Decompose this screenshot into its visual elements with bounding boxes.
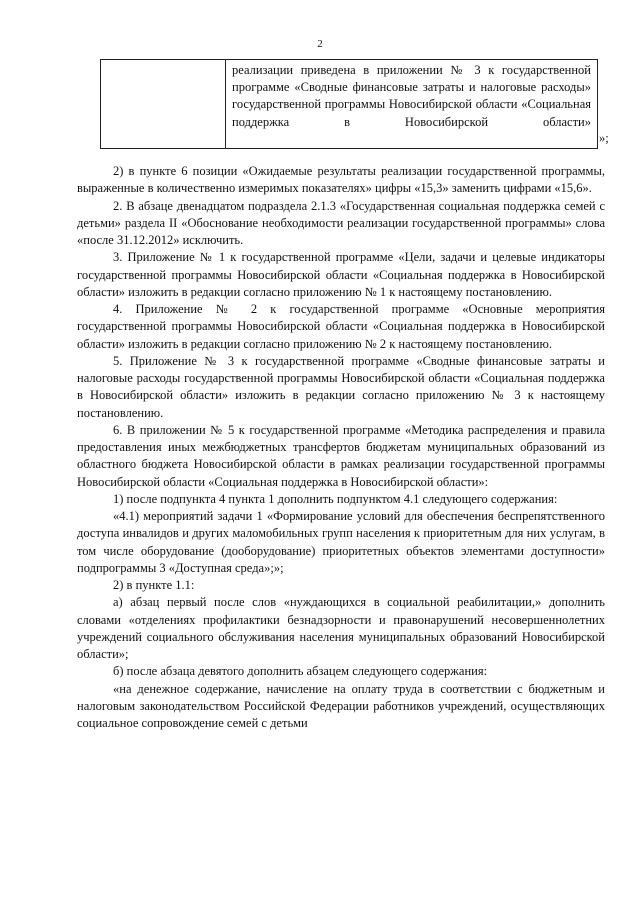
paragraph-10: а) абзац первый после слов «нуждающихся в социальной реабилитации,» дополнить словами «отделениях профилактики безнадзорности и правонарушений несовершеннолетних учреждений социального обслуживания населения муниципальных образований Новосибирской области»;: [77, 595, 605, 661]
paragraph-8: «4.1) мероприятий задачи 1 «Формирование условий для обеспечения беспрепятственного доступа инвалидов и других маломобильных групп населения к приоритетным для них услугам, в том числе оборудование (дооборудование) приоритетных объектов элементами доступности» подпрограммы 3 «Доступная среда»;»;: [77, 509, 605, 575]
paragraph-9: 2) в пункте 1.1:: [113, 578, 195, 592]
paragraph-6: 6. В приложении № 5 к государственной программе «Методика распределения и правила предоставления иных межбюджетных трансфертов бюджетам муниципальных образований из областного бюджета Новосибирской области в рамках реализации государственной программы Новосибирской области «Социальная поддержка в Новосибирской области»:: [77, 422, 605, 489]
paragraph-2: 2. В абзаце двенадцатом подраздела 2.1.3 «Государственная социальная поддержка семей с детьми» раздела II «Обоснование необходимости реализации государственной программы» слова «после 31.12.2012» исключить.: [77, 198, 605, 247]
page-number: 2: [317, 38, 323, 50]
document-body: [77, 163, 605, 732]
paragraph-1: 2) в пункте 6 позиции «Ожидаемые результаты реализации государственной программы, выраженные в количественно измеримых показателях» цифры «15,3» заменить цифрами «15,6».: [77, 164, 605, 196]
paragraph-3: 3. Приложение № 1 к государственной программе «Цели, задачи и целевые индикаторы государственной программы Новосибирской области «Социальная поддержка в Новосибирской области» изложить в редакции согласно приложению № 1 к настоящему постановлению.: [77, 250, 605, 299]
table-closing-quote: »;: [599, 131, 609, 145]
table-text-cell: реализации приведена в приложении № 3 к государственной программе «Сводные финансовые затраты и налоговые расходы» государственной программы Новосибирской области «Социальная поддержка в Новосибирской области»: [232, 63, 591, 129]
table-fragment: [100, 59, 598, 149]
table-empty-cell: [101, 60, 226, 148]
paragraph-12: «на денежное содержание, начисление на оплату труда в соответствии с бюджетным и налоговым законодательством Российской Федерации работников учреждений, осуществляющих социальное сопровождение семей с детьми: [77, 681, 605, 730]
paragraph-7: 1) после подпункта 4 пункта 1 дополнить подпунктом 4.1 следующего содержания:: [113, 491, 558, 506]
paragraph-5: 5. Приложение № 3 к государственной программе «Сводные финансовые затраты и налоговые расходы государственной программы Новосибирской области «Социальная поддержка в Новосибирской области» изложить в редакции согласно приложению № 3 к настоящему постановлению.: [77, 353, 605, 420]
paragraph-11: б) после абзаца девятого дополнить абзацем следующего содержания:: [113, 664, 488, 679]
paragraph-4: 4. Приложение № 2 к государственной программе «Основные мероприятия государственной программы Новосибирской области «Социальная поддержка в Новосибирской области» изложить в редакции согласно приложению № 2 к настоящему постановлению.: [77, 302, 605, 351]
